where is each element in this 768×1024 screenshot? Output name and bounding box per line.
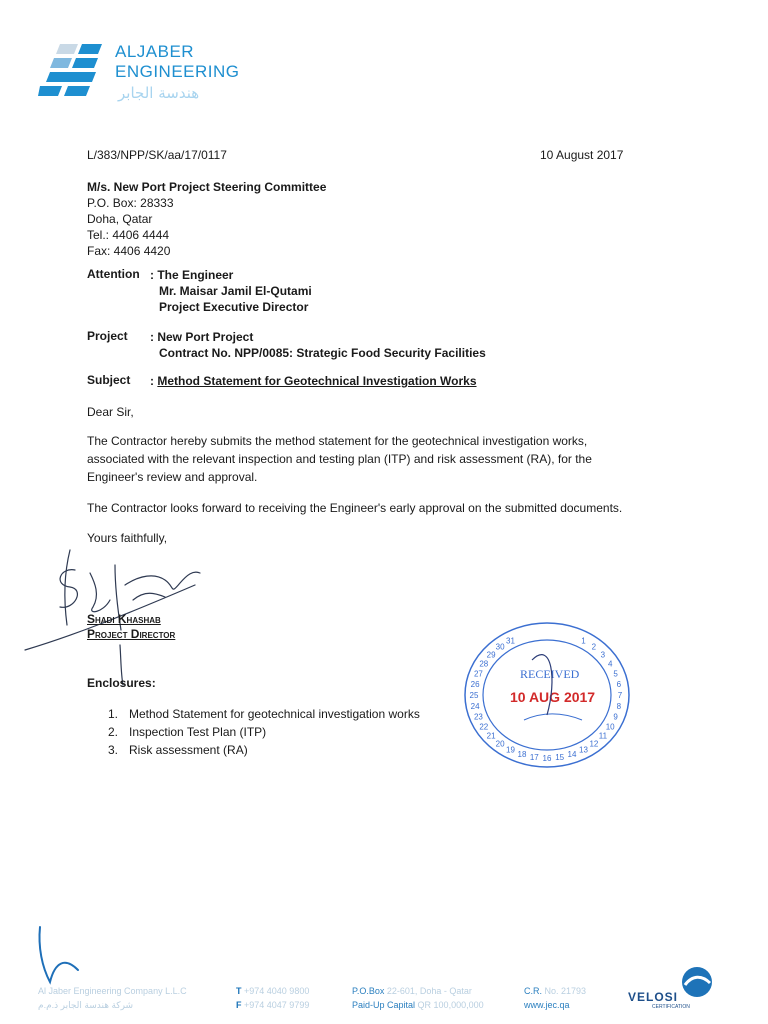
- attention-line: : The Engineer: [150, 268, 234, 282]
- body-paragraph: The Contractor hereby submits the method statement for the geotechnical investigation works, associated with the relevant inspection and testing plan (ITP) and risk assessment (RA), for the Engineer's review and approval.: [87, 434, 592, 484]
- project-line: Contract No. NPP/0085: Strategic Food Security Facilities: [159, 346, 486, 360]
- list-item: [108, 723, 420, 741]
- stamp-day-number: 30: [495, 642, 505, 652]
- recipient-line: Fax: 4406 4420: [87, 244, 171, 258]
- attention-line: Project Executive Director: [159, 300, 309, 314]
- footer-certifier-sub: CERTIFICATION: [652, 1004, 690, 1010]
- stamp-day-number: 3: [600, 650, 606, 660]
- reference-number: L/383/NPP/SK/aa/17/0117: [87, 148, 227, 162]
- signatory-title: Project Director: [87, 627, 176, 641]
- subject-text: Method Statement for Geotechnical Investigation Works: [157, 374, 477, 388]
- footer-address-block: P.O.Box 22-601, Doha - Qatar Paid-Up Capital QR 100,000,000: [352, 986, 484, 1010]
- list-number: 1.: [108, 707, 119, 721]
- closing: Yours faithfully,: [87, 531, 168, 545]
- stamp-day-number: 21: [486, 731, 496, 741]
- stamp-day-number: 22: [479, 722, 489, 732]
- footer-flourish-icon: [30, 922, 90, 992]
- project-label: Project: [87, 329, 128, 343]
- stamp-day-number: 4: [607, 659, 613, 669]
- footer-phone-block: T +974 4040 9800 F +974 4047 9799: [236, 986, 310, 1010]
- stamp-day-number: 27: [473, 669, 483, 679]
- list-item: [108, 705, 420, 723]
- stamp-day-number: 16: [542, 754, 552, 763]
- stamp-day-number: 18: [517, 750, 527, 760]
- stamp-day-number: 25: [469, 691, 479, 700]
- stamp-day-number: 12: [589, 739, 599, 749]
- project-block: [150, 329, 486, 361]
- stamp-day-number: 20: [495, 739, 505, 749]
- company-name-line2: ENGINEERING: [115, 62, 240, 81]
- company-logo-mark: [38, 40, 102, 98]
- stamp-day-number: 28: [479, 659, 489, 669]
- footer-po-box: P.O.Box: [352, 986, 385, 996]
- list-text: Method Statement for geotechnical investigation works: [129, 707, 420, 721]
- footer-cr: C.R.: [524, 986, 542, 996]
- list-item: [108, 741, 420, 759]
- footer-t-key: T: [236, 986, 242, 996]
- stamp-day-number: 7: [617, 691, 623, 700]
- stamp-day-number: 9: [613, 712, 618, 722]
- list-number: 2.: [108, 725, 119, 739]
- stamp-day-number: 11: [598, 731, 608, 741]
- company-name-line1: ALJABER: [115, 42, 195, 61]
- stamp-day-number: 23: [473, 712, 483, 722]
- stamp-day-number: 14: [567, 750, 577, 760]
- recipient-line: P.O. Box: 28333: [87, 196, 174, 210]
- footer-company-faint: Al Jaber Engineering Company L.L.C شركة هندسة الجابر ذ.م.م: [38, 986, 187, 1010]
- salutation: Dear Sir,: [87, 405, 134, 419]
- footer-web: www.jec.qa: [524, 1000, 570, 1010]
- stamp-day-number: 19: [506, 745, 515, 755]
- attention-line: Mr. Maisar Jamil El-Qutami: [159, 284, 312, 298]
- stamp-day-number: 6: [616, 680, 622, 690]
- subject-prefix: :: [150, 374, 158, 388]
- signatory-block: [87, 612, 175, 642]
- enclosures-list: [108, 705, 420, 759]
- list-text: Inspection Test Plan (ITP): [129, 725, 267, 739]
- project-line: : New Port Project: [150, 330, 254, 344]
- stamp-day-number: 31: [506, 636, 515, 646]
- footer-cr-block: C.R. No. 21793 www.jec.qa: [524, 986, 587, 1010]
- subject-line: [150, 373, 477, 389]
- list-number: 3.: [108, 743, 119, 757]
- recipient-line: Tel.: 4406 4444: [87, 228, 170, 242]
- handwritten-signature: [15, 525, 215, 695]
- recipient-line: Doha, Qatar: [87, 212, 153, 226]
- stamp-day-number: 5: [613, 669, 618, 679]
- list-text: Risk assessment (RA): [129, 743, 248, 757]
- stamp-day-number: 15: [555, 753, 565, 762]
- footer-f-key: F: [236, 1000, 242, 1010]
- stamp-day-number: 8: [616, 701, 622, 711]
- attention-block: [150, 267, 312, 315]
- stamp-day-number: 1: [581, 636, 586, 646]
- company-name-arabic: هندسة الجابر: [118, 84, 200, 102]
- stamp-day-number: 29: [486, 650, 496, 660]
- attention-label: Attention: [87, 267, 140, 281]
- recipient-name: M/s. New Port Project Steering Committee: [87, 180, 327, 194]
- stamp-label: RECEIVED: [520, 667, 580, 681]
- stamp-day-number: 10: [605, 722, 615, 732]
- footer-paid-up: Paid-Up Capital: [352, 1000, 416, 1010]
- stamp-day-number: 24: [470, 701, 480, 711]
- stamp-day-number: 2: [591, 642, 597, 652]
- stamp-date: 10 AUG 2017: [510, 689, 596, 705]
- received-stamp: [462, 620, 632, 770]
- stamp-day-number: 17: [529, 753, 539, 762]
- footer-certifier: VELOSI: [628, 990, 679, 1004]
- signatory-name: Shadi Khashab: [87, 612, 161, 626]
- recipient-block: [87, 179, 326, 259]
- body-paragraph: The Contractor looks forward to receiving the Engineer's early approval on the submitted documents.: [87, 501, 623, 515]
- letter-date: 10 August 2017: [540, 148, 624, 162]
- enclosures-heading: Enclosures:: [87, 676, 156, 690]
- subject-label: Subject: [87, 373, 131, 387]
- velosi-logo-icon: [680, 965, 714, 999]
- stamp-day-number: 13: [579, 745, 588, 755]
- stamp-day-number: 26: [470, 680, 480, 690]
